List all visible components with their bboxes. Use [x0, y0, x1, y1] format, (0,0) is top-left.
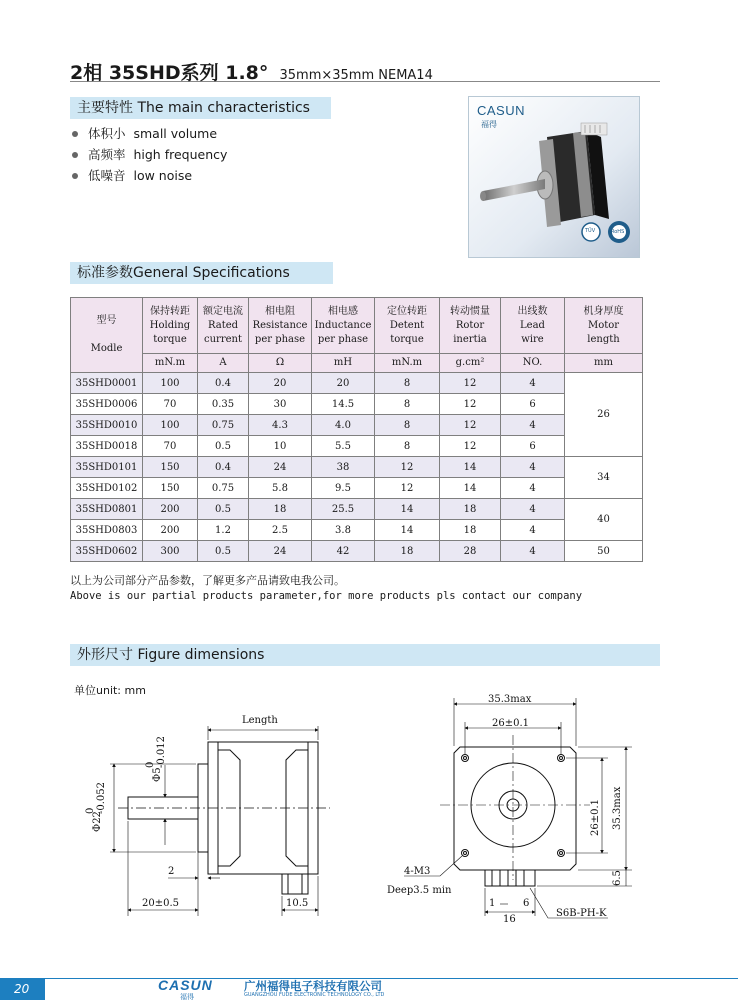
page-footer — [0, 975, 738, 1000]
unit-label: 单位unit: mm — [74, 684, 146, 697]
list-item: 低噪音 low noise — [72, 165, 227, 186]
table-row — [71, 415, 643, 436]
spec-table-body — [71, 373, 643, 562]
table-cell: 12 — [440, 394, 501, 415]
table-cell: 0.5 — [198, 541, 249, 562]
company-name-en: GUANGZHOU FUDE ELECTRONIC TECHNOLOGY CO., LTD — [244, 992, 385, 998]
table-cell: 25.5 — [312, 499, 375, 520]
product-photo — [468, 96, 640, 258]
motor-length-cell: 26 — [565, 373, 643, 457]
table-cell: 100 — [143, 415, 198, 436]
table-row — [71, 436, 643, 457]
table-cell: 10 — [249, 436, 312, 457]
table-cell: 6 — [501, 436, 565, 457]
table-cell: 42 — [312, 541, 375, 562]
table-cell: 20 — [249, 373, 312, 394]
table-cell: 18 — [375, 541, 440, 562]
table-cell: 200 — [143, 520, 198, 541]
table-cell: 4 — [501, 415, 565, 436]
table-cell: 150 — [143, 478, 198, 499]
table-cell: 0.4 — [198, 457, 249, 478]
col-unit: mN.m — [143, 354, 198, 373]
table-row — [71, 520, 643, 541]
table-cell: 18 — [249, 499, 312, 520]
col-header: 转动惯量 Rotor inertia — [440, 298, 501, 354]
table-cell: 12 — [440, 415, 501, 436]
table-cell: 0.5 — [198, 436, 249, 457]
col-unit: g.cm² — [440, 354, 501, 373]
footer-logo-sub: 福得 — [180, 993, 194, 1000]
table-cell: 4 — [501, 499, 565, 520]
table-cell: 4.3 — [249, 415, 312, 436]
motor-length-cell: 34 — [565, 457, 643, 499]
table-cell: 12 — [375, 478, 440, 499]
footer-rule — [45, 978, 738, 979]
table-cell: 4.0 — [312, 415, 375, 436]
dim-connector-width: 16 — [503, 914, 516, 925]
motor-length-cell: 50 — [565, 541, 643, 562]
col-unit: NO. — [501, 354, 565, 373]
col-unit: A — [198, 354, 249, 373]
table-cell: 8 — [375, 394, 440, 415]
rohs-badge: RoHS — [611, 229, 625, 235]
table-row — [71, 541, 643, 562]
model-cell: 35SHD0801 — [71, 499, 143, 520]
table-cell: 30 — [249, 394, 312, 415]
model-cell: 35SHD0010 — [71, 415, 143, 436]
table-cell: 0.5 — [198, 499, 249, 520]
table-cell: 14.5 — [312, 394, 375, 415]
dim-connector-length: 10.5 — [286, 898, 309, 909]
page-number: 20 — [0, 978, 45, 1000]
dim-boss-tol-bot: -0.052 — [96, 781, 107, 814]
table-cell: 12 — [375, 457, 440, 478]
figure-heading: 外形尺寸 Figure dimensions — [70, 644, 660, 666]
note-english: Above is our partial products parameter,for more products pls contact our company — [70, 590, 583, 602]
table-cell: 0.4 — [198, 373, 249, 394]
table-cell: 28 — [440, 541, 501, 562]
table-cell: 100 — [143, 373, 198, 394]
col-unit: mm — [565, 354, 643, 373]
table-cell: 150 — [143, 457, 198, 478]
table-row — [71, 478, 643, 499]
col-header: 相电感 Inductance per phase — [312, 298, 375, 354]
model-cell: 35SHD0602 — [71, 541, 143, 562]
dim-shaft-length: 20±0.5 — [142, 898, 180, 909]
table-cell: 4 — [501, 541, 565, 562]
bullet-icon — [72, 131, 78, 137]
note-chinese: 以上为公司部分产品参数，了解更多产品请致电我公司。 — [70, 574, 345, 587]
spec-table — [70, 297, 643, 562]
table-cell: 38 — [312, 457, 375, 478]
table-cell: 3.8 — [312, 520, 375, 541]
footer-logo: CASUN — [158, 977, 213, 993]
dim-connector-type: S6B-PH-K — [556, 908, 607, 919]
table-cell: 4 — [501, 520, 565, 541]
table-cell: 8 — [375, 373, 440, 394]
dim-hole-spacing: 26±0.1 — [492, 718, 530, 729]
page-subtitle: 35mm×35mm NEMA14 — [279, 68, 433, 83]
table-cell: 14 — [440, 457, 501, 478]
table-cell: 4 — [501, 373, 565, 394]
table-cell: 8 — [375, 436, 440, 457]
bullet-icon — [72, 173, 78, 179]
col-unit: mH — [312, 354, 375, 373]
col-header: 机身厚度 Motor length — [565, 298, 643, 354]
table-cell: 14 — [375, 520, 440, 541]
dim-shaft-dia: Φ5 — [152, 767, 163, 782]
table-cell: 24 — [249, 457, 312, 478]
table-row — [71, 457, 643, 478]
dim-length: Length — [242, 715, 278, 726]
characteristics-heading: 主要特性 The main characteristics — [70, 97, 331, 119]
bullet-icon — [72, 152, 78, 158]
model-cell: 35SHD0803 — [71, 520, 143, 541]
model-cell: 35SHD0001 — [71, 373, 143, 394]
side-view-drawing — [110, 726, 330, 916]
col-header: 相电阻 Resistance per phase — [249, 298, 312, 354]
table-cell: 14 — [440, 478, 501, 499]
list-item: 体积小 small volume — [72, 123, 227, 144]
table-cell: 0.75 — [198, 415, 249, 436]
table-cell: 70 — [143, 436, 198, 457]
table-cell: 8 — [375, 415, 440, 436]
page-title-row — [70, 58, 660, 82]
dim-pin-first: 1 — [489, 898, 496, 909]
table-cell: 5.5 — [312, 436, 375, 457]
list-item: 高频率 high frequency — [72, 144, 227, 165]
table-cell: 70 — [143, 394, 198, 415]
table-cell: 0.35 — [198, 394, 249, 415]
table-row — [71, 499, 643, 520]
dim-boss-dia: Φ22 — [92, 811, 103, 832]
col-header: 定位转距 Detent torque — [375, 298, 440, 354]
motor-length-cell: 40 — [565, 499, 643, 541]
dim-screw-depth: Deep3.5 min — [387, 885, 452, 896]
dim-boss-tol-top: 0 — [85, 807, 96, 814]
table-cell: 300 — [143, 541, 198, 562]
table-cell: 5.8 — [249, 478, 312, 499]
table-cell: 200 — [143, 499, 198, 520]
table-cell: 24 — [249, 541, 312, 562]
col-unit: mN.m — [375, 354, 440, 373]
table-cell: 4 — [501, 457, 565, 478]
col-header: 保持转距 Holding torque — [143, 298, 198, 354]
table-cell: 12 — [440, 373, 501, 394]
dim-boss-height: 2 — [168, 866, 175, 877]
table-row — [71, 394, 643, 415]
table-cell: 18 — [440, 499, 501, 520]
dim-front-width: 35.3max — [488, 694, 532, 705]
table-cell: 6 — [501, 394, 565, 415]
dim-shaft-tol-top: 0 — [145, 761, 156, 768]
col-header: 出线数 Lead wire — [501, 298, 565, 354]
table-cell: 1.2 — [198, 520, 249, 541]
model-cell: 35SHD0018 — [71, 436, 143, 457]
table-cell: 0.75 — [198, 478, 249, 499]
col-unit: Ω — [249, 354, 312, 373]
characteristics-list — [72, 123, 227, 186]
dimension-drawings — [0, 690, 738, 930]
model-cell: 35SHD0006 — [71, 394, 143, 415]
table-cell: 18 — [440, 520, 501, 541]
company-name: 广州福得电子科技有限公司 — [244, 979, 382, 993]
dim-hole-spacing-vertical: 26±0.1 — [590, 798, 601, 836]
table-cell: 12 — [440, 436, 501, 457]
dim-pin-last: 6 — [523, 898, 530, 909]
model-cell: 35SHD0101 — [71, 457, 143, 478]
table-cell: 2.5 — [249, 520, 312, 541]
tuv-badge: TÜV — [585, 228, 596, 234]
table-cell: 4 — [501, 478, 565, 499]
table-cell: 9.5 — [312, 478, 375, 499]
specs-heading: 标准参数General Specifications — [70, 262, 333, 284]
page-title: 2相 35SHD系列 1.8° — [70, 62, 269, 84]
col-header: 额定电流 Rated current — [198, 298, 249, 354]
dim-screw: 4-M3 — [404, 866, 431, 877]
table-row — [71, 373, 643, 394]
model-cell: 35SHD0102 — [71, 478, 143, 499]
brand-logo: CASUN — [477, 103, 526, 118]
brand-logo-sub: 福得 — [481, 120, 497, 129]
col-header-model: 型号 Modle — [71, 298, 143, 373]
dim-shaft-tol-bot: -0.012 — [156, 735, 167, 768]
table-cell: 20 — [312, 373, 375, 394]
dim-connector-offset: 6.5 — [612, 870, 623, 886]
table-cell: 14 — [375, 499, 440, 520]
dim-front-height: 35.3max — [612, 786, 623, 830]
